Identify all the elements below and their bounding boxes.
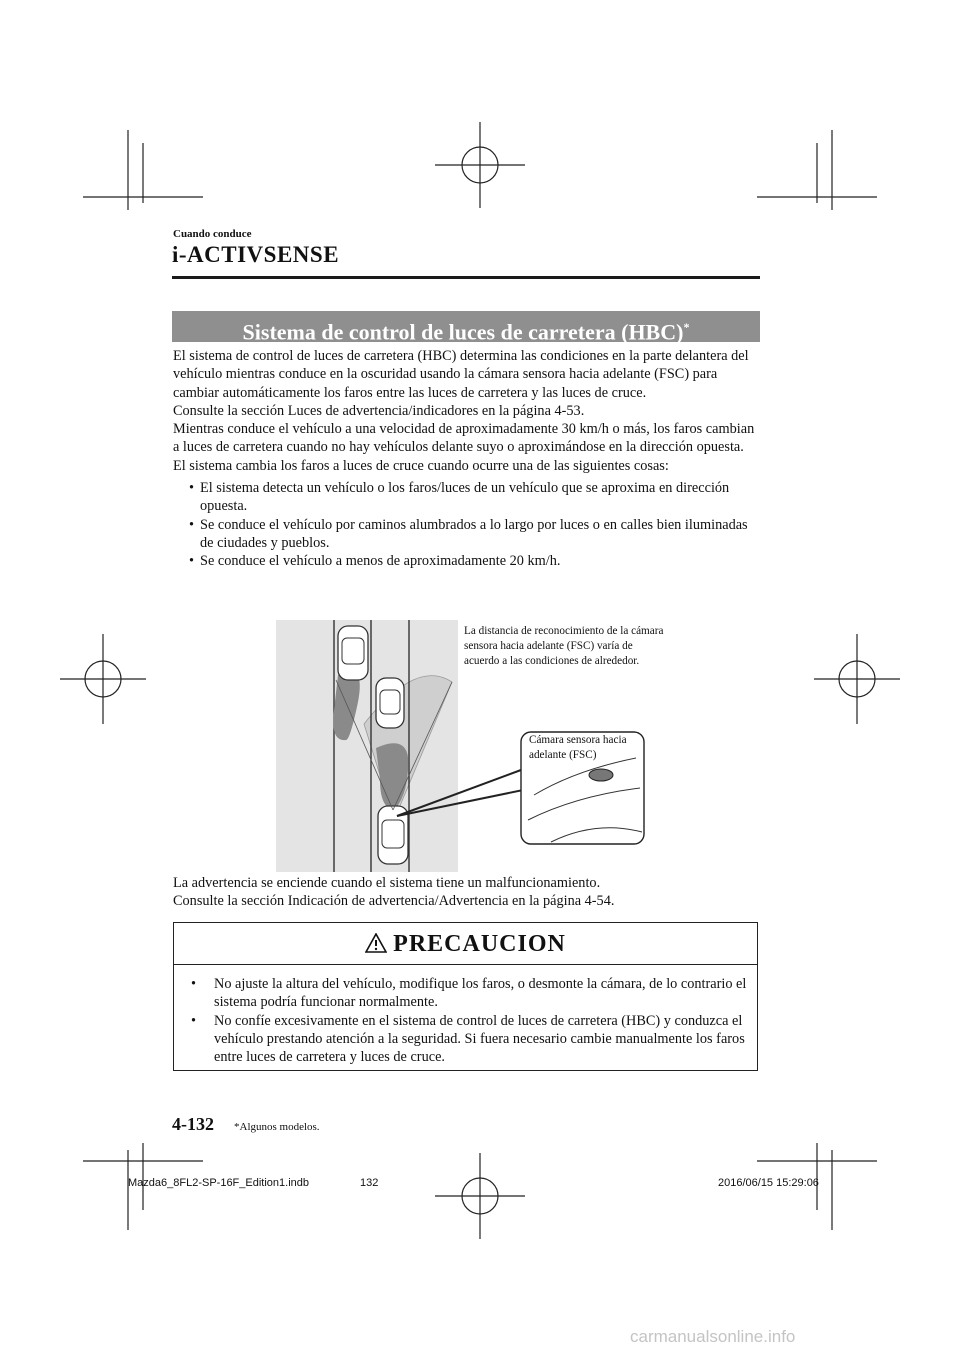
models-asterisk: * (683, 320, 690, 334)
intro-text (173, 347, 763, 571)
malfunction-text (173, 874, 763, 911)
camera-callout: Cámara sensora hacia adelante (FSC) (529, 734, 627, 761)
malfunction-paragraph: La advertencia se enciende cuando el sistema tiene un malfuncionamiento. (173, 875, 601, 891)
print-timestamp: 2016/06/15 15:29:06 (718, 1177, 819, 1189)
bullet-icon: • (191, 1012, 197, 1029)
distance-callout: La distancia de reconocimiento de la cámara sensora hacia adelante (FSC) varía de acuerdo a las condiciones de alrededor. (464, 625, 664, 667)
caution-list (188, 975, 748, 1066)
intro-paragraph: Consulte la sección Luces de advertencia/indicadores en la página 4-53. (173, 402, 585, 419)
list-item: • Se conduce el vehículo a menos de aproximadamente 20 km/h. (189, 553, 561, 570)
intro-paragraph: Mientras conduce el vehículo a una velocidad de aproximadamente 30 km/h o más, los faros cambian a luces de carretera cuando no hay vehículos delante suyo o aproximándose en la dirección opuesta. (173, 421, 755, 456)
list-item: • Se conduce el vehículo por caminos alumbrados a lo largo por luces o en calles bien iluminadas de ciudades y pueblos. (189, 516, 748, 551)
print-page-number: 132 (360, 1177, 379, 1189)
bullet-icon: • (189, 553, 195, 570)
preceding-car-icon (376, 678, 404, 728)
chapter-divider (172, 276, 760, 279)
oncoming-car-icon (338, 626, 368, 680)
malfunction-paragraph: Consulte la sección Indicación de advertencia/Advertencia en la página 4-54. (173, 893, 615, 910)
caution-title: PRECAUCION (393, 931, 566, 957)
intro-paragraph: El sistema cambia los faros a luces de cruce cuando ocurre una de las siguientes cosas: (173, 457, 669, 474)
list-item: • No ajuste la altura del vehículo, modifique los faros, o desmonte la cámara, de lo contrario el sistema podría funcionar normalmente. (191, 976, 747, 1011)
watermark: carmanualsonline.info (630, 1327, 796, 1346)
section-banner (172, 311, 760, 345)
intro-paragraph: El sistema de control de luces de carretera (HBC) determina las condiciones en la parte delantera del vehículo mientras conduce en la oscuridad usando la cámara sensora hacia adelante (FSC) para cambiar automáticamente los faros entre las luces de carretera y las luces de cruce. (173, 348, 749, 401)
caution-header (174, 923, 757, 965)
page-number: 4-132 (172, 1114, 214, 1134)
print-file-name: Mazda6_8FL2-SP-16F_Edition1.indb (128, 1177, 310, 1189)
chapter-title: i-ACTIVSENSE (172, 242, 340, 267)
camera-icon (589, 769, 613, 781)
footnote: *Algunos modelos. (234, 1121, 320, 1133)
bullet-icon: • (189, 480, 195, 497)
section-banner-title: Sistema de control de luces de carretera (HBC) (242, 319, 684, 345)
bullet-icon: • (189, 516, 195, 533)
bullet-icon: • (191, 976, 197, 992)
caution-box (173, 922, 758, 1071)
warning-triangle-icon (365, 933, 387, 953)
list-item: • El sistema detecta un vehículo o los faros/luces de un vehículo que se aproxima en dirección opuesta. (189, 480, 730, 515)
list-item: • No confíe excesivamente en el sistema de control de luces de carretera (HBC) y conduzca el vehículo prestando atención a la seguridad. Si fuera necesario cambie manualmente los faros entre luces de carretera y luces de cruce. (191, 1012, 745, 1066)
section-label: Cuando conduce (173, 228, 252, 240)
